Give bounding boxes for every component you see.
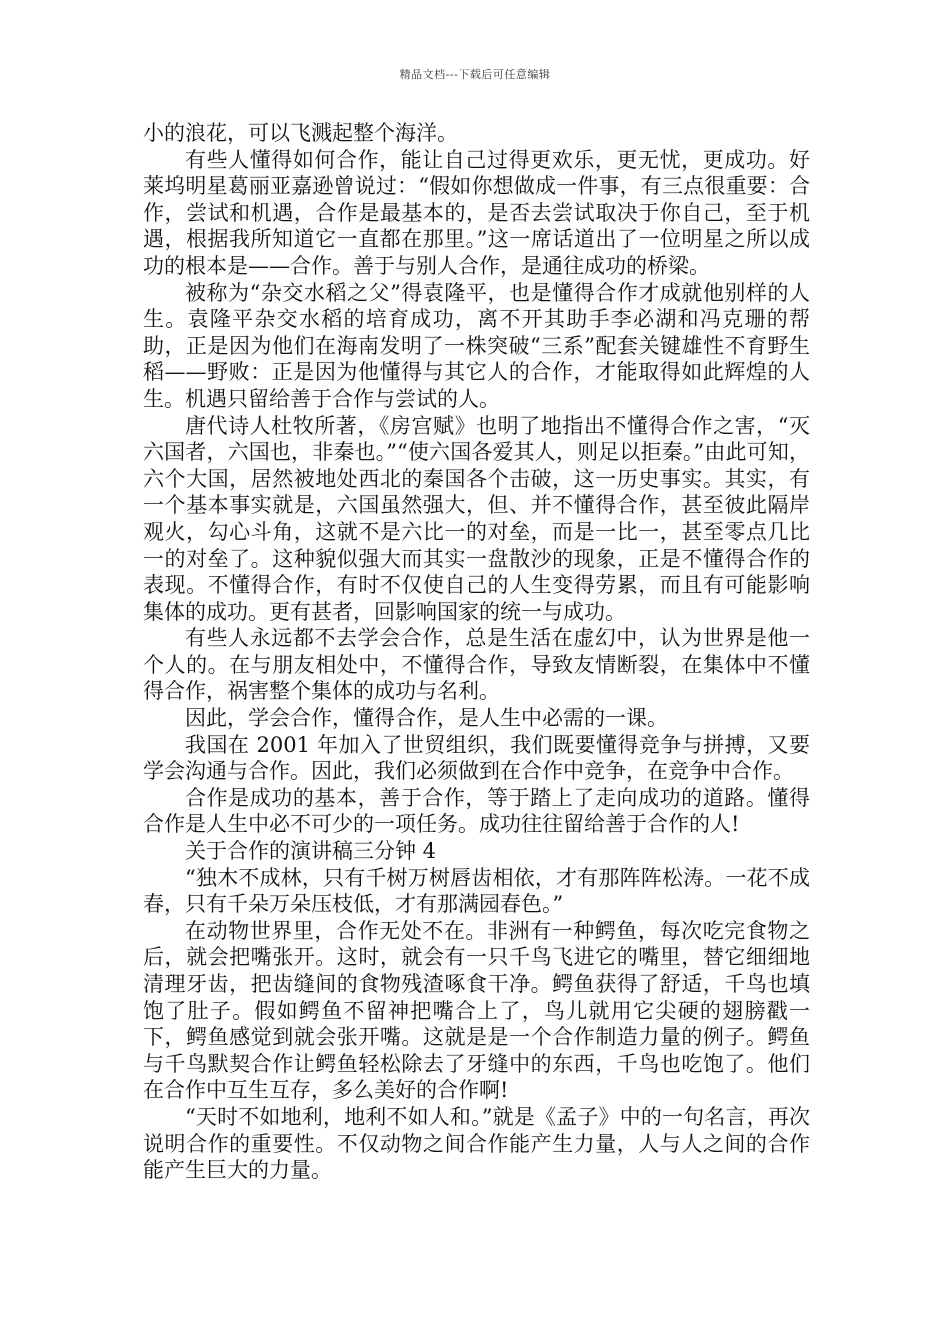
section-heading: 关于合作的演讲稿三分钟 4 bbox=[185, 839, 437, 864]
page-header: 精品文档---下载后可任意编辑 bbox=[399, 68, 551, 81]
paragraph: 有些人懂得如何合作，能让自己过得更欢乐，更无忧，更成功。好莱坞明星葛丽亚嘉逊曾说过：“假如你想做成一件事，有三点很重要：合作，尝试和机遇，合作是最基本的，是否去尝试取决于你自己，至于机遇，根据我所知道它一直都在那里。”这一席话道出了一位明星之所以成功的根本是——合作。善于与别人合作，是通往成功的桥梁。 bbox=[143, 147, 810, 278]
paragraph: “天时不如地利，地利不如人和。”就是《孟子》中的一句名言，再次说明合作的重要性。不仅动物之间合作能产生力量，人与人之间的合作能产生巨大的力量。 bbox=[143, 1104, 810, 1183]
paragraph: 唐代诗人杜牧所著，《房宫赋》也明了地指出不懂得合作之害，“灭六国者，六国也，非秦也。”“使六国各爱其人，则足以拒秦。”由此可知，六个大国，居然被地处西北的秦国各个击破，这一历史事实。其实，有一个基本事实就是，六国虽然强大，但、并不懂得合作，甚至彼此隔岸观火，勾心斗角，这就不是六比一的对垒，而是一比一，甚至零点几比一的对垒了。这种貌似强大而其实一盘散沙的现象，正是不懂得合作的表现。不懂得合作，有时不仅使自己的人生变得劳累，而且有可能影响集体的成功。更有甚者，回影响国家的统一与成功。 bbox=[143, 413, 810, 624]
paragraph: 被称为“杂交水稻之父”得袁隆平，也是懂得合作才成就他别样的人生。袁隆平杂交水稻的培育成功，离不开其助手李必湖和冯克珊的帮助，正是因为他们在海南发明了一株突破“三系”配套关键雄性不育野生稻——野败：正是因为他懂得与其它人的合作，才能取得如此辉煌的人生。机遇只留给善于合作与尝试的人。 bbox=[143, 280, 810, 411]
paragraph: 合作是成功的基本，善于合作，等于踏上了走向成功的道路。懂得合作是人生中必不可少的一项任务。成功往往留给善于合作的人! bbox=[143, 785, 810, 837]
paragraph-continuation: 小的浪花，可以飞溅起整个海洋。 bbox=[143, 121, 458, 145]
paragraph: 因此，学会合作，懂得合作，是人生中必需的一课。 bbox=[185, 706, 668, 731]
paragraph: 有些人永远都不去学会合作，总是生活在虚幻中，认为世界是他一个人的。在与朋友相处中，不懂得合作，导致友情断裂，在集体中不懂得合作，祸害整个集体的成功与名利。 bbox=[143, 626, 810, 704]
paragraph: 在动物世界里，合作无处不在。非洲有一种鳄鱼，每次吃完食物之后，就会把嘴张开。这时，就会有一只千鸟飞进它的嘴里，替它细细地清理牙齿，把齿缝间的食物残渣啄食干净。鳄鱼获得了舒适，千鸟也填饱了肚子。假如鳄鱼不留神把嘴合上了，鸟儿就用它尖硬的翅膀戳一下，鳄鱼感觉到就会张开嘴。这就是是一个合作制造力量的例子。鳄鱼与千鸟默契合作让鳄鱼轻松除去了牙缝中的东西，千鸟也吃饱了。他们在合作中互生互存，多么美好的合作啊! bbox=[143, 918, 810, 1103]
document-body bbox=[143, 120, 810, 1184]
paragraph: 我国在 2001 年加入了世贸组织，我们既要懂得竞争与拼搏，又要学会沟通与合作。因此，我们必须做到在合作中竞争，在竞争中合作。 bbox=[143, 732, 810, 784]
paragraph-quote: “独木不成林，只有千树万树唇齿相依，才有那阵阵松涛。一花不成春，只有千朵万朵压枝低，才有那满园春色。” bbox=[143, 865, 810, 917]
